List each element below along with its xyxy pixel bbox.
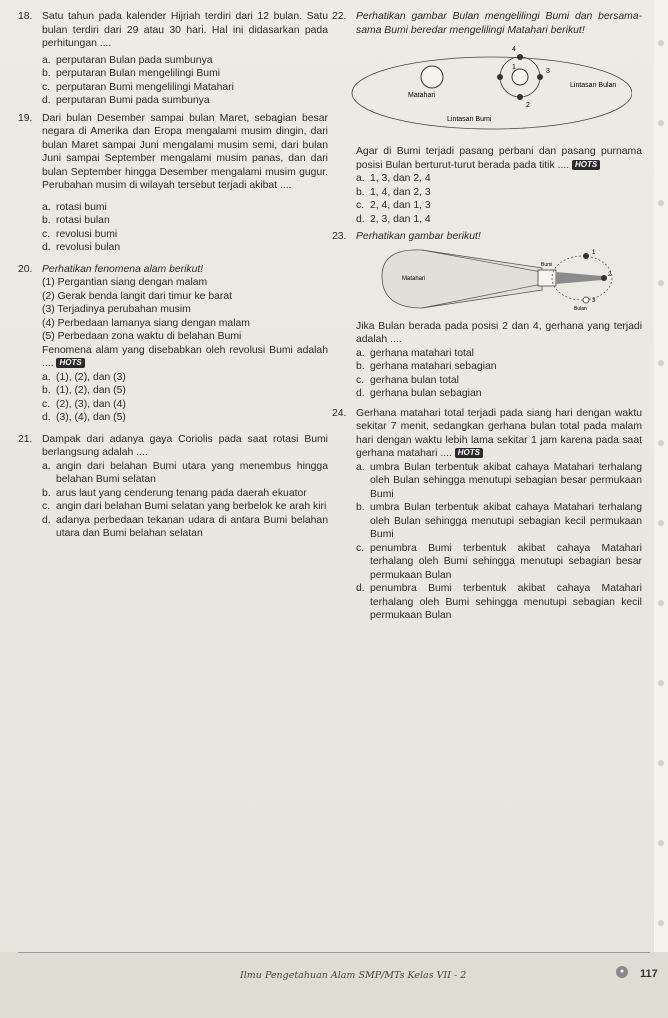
binding-hole: [658, 120, 664, 126]
option-c[interactable]: c. angin dari belahan Bumi selatan yang berbelok ke arah kiri: [42, 501, 327, 512]
eclipse-shadow-diagram: [342, 246, 632, 314]
question-18: [18, 10, 328, 108]
question-number: 19.: [18, 112, 33, 124]
moon-orbit-label: Lintasan Bulan: [570, 82, 617, 89]
position-label: 2: [526, 102, 530, 109]
page-number: 117: [640, 968, 658, 980]
binding-hole: [658, 680, 664, 686]
option-list: [42, 201, 328, 255]
option-a[interactable]: a. perputaran Bulan pada sumbunya: [42, 54, 213, 66]
position-label: 2: [608, 271, 612, 278]
moon-position-marker: [601, 275, 607, 281]
moon-position-marker: [517, 94, 523, 100]
question-text: Jika Bulan berada pada posisi 2 dan 4, gerhana yang terjadi adalah ....: [356, 320, 642, 345]
question-text: Satu tahun pada kalender Hijriah terdiri dari 12 bulan. Satu bulan terdiri dari 29 atau 30 hari. Hal ini didasarkan pada perhitungan ....: [42, 11, 328, 49]
option-b[interactable]: b. umbra Bulan terbentuk akibat cahaya Matahari terhalang oleh Bulan sehingga menutupi sebagian kecil permukaan Bumi: [356, 502, 642, 540]
page-footer: [0, 952, 668, 1018]
hots-badge: HOTS: [56, 358, 84, 368]
option-b[interactable]: b. perputaran Bulan mengelilingi Bumi: [42, 68, 221, 79]
option-b[interactable]: b. gerhana matahari sebagian: [356, 361, 497, 372]
question-20: [18, 263, 328, 425]
statement-item: (3) Terjadinya perubahan musim: [42, 304, 191, 315]
page-marker-icon: ●: [616, 966, 628, 978]
binding-hole: [658, 440, 664, 446]
footer-divider: [18, 952, 650, 953]
binding-hole: [658, 520, 664, 526]
question-24: [332, 407, 642, 623]
question-text: Dampak dari adanya gaya Coriolis pada saat rotasi Bumi berlangsung adalah ....: [42, 433, 328, 458]
right-column: [332, 0, 642, 623]
sun-circle: [421, 66, 443, 88]
question-22: [332, 10, 642, 226]
question-number: 22.: [332, 11, 347, 22]
question-intro: Perhatikan gambar Bulan mengelilingi Bumi dan bersama-sama Bumi beredar mengelilingi Matahari berikut!: [356, 11, 642, 36]
option-a[interactable]: a. 1, 3, dan 2, 4: [356, 173, 431, 184]
option-c[interactable]: c. penumbra Bumi terbentuk akibat cahaya Matahari terhalang oleh Bumi sehingga menutupi sebagian besar permukaan Bulan: [356, 542, 642, 581]
hots-badge: HOTS: [455, 448, 483, 458]
question-intro: Perhatikan gambar berikut!: [356, 231, 481, 242]
earth-circle: [512, 69, 528, 85]
question-text: Gerhana matahari total terjadi pada siang hari dengan waktu sekitar 7 menit, sedangkan gerhana bulan total pada malam hari dengan waktu lebih lama sekitar 1 jam karena pada saat gerhana matahari .... HOTS: [356, 407, 642, 459]
page-binding-edge: [654, 0, 668, 1018]
question-21: [18, 433, 328, 541]
statement-item: (2) Gerak benda langit dari timur ke barat: [42, 290, 233, 302]
option-d[interactable]: d. (3), (4), dan (5): [42, 412, 126, 423]
binding-hole: [658, 200, 664, 206]
position-label: 1: [592, 249, 596, 256]
moon-position-marker: [583, 253, 589, 259]
moon-position-marker: [583, 297, 589, 303]
moon-label: Bulan: [574, 305, 587, 312]
option-d[interactable]: d. perputaran Bumi pada sumbunya: [42, 95, 210, 106]
position-label: 3: [546, 68, 550, 75]
option-c[interactable]: c. perputaran Bumi mengelilingi Matahari: [42, 81, 234, 93]
question-number: 24.: [332, 407, 347, 419]
option-b[interactable]: b. rotasi bulan: [42, 215, 110, 226]
question-number: 23.: [332, 231, 347, 242]
earth-shadow: [556, 272, 602, 284]
option-a[interactable]: a. umbra Bulan terbentuk akibat cahaya Matahari terhalang oleh Bulan sehingga menutupi sebagian besar permukaan Bumi: [356, 461, 642, 500]
binding-hole: [658, 280, 664, 286]
earth-label: Bumi: [541, 261, 553, 268]
statement-item: (5) Perbedaan zona waktu di belahan Bumi: [42, 331, 242, 342]
option-a[interactable]: a. gerhana matahari total: [356, 347, 474, 359]
sun-label: Matahari: [402, 275, 426, 282]
question-text: Dari bulan Desember sampai bulan Maret, sebagian besar negara di Amerika dan Eropa mengalami musim dingin, dari bulan Maret sampai Juni mengalami musim semi, dari bulan Juni sampai September mengalami musim panas, dan dari bulan September hingga Desember mengalami musim gugur. Perubahan musim di wilayah tersebut terjadi akibat ....: [42, 112, 328, 191]
binding-hole: [658, 840, 664, 846]
moon-position-marker: [497, 74, 503, 80]
option-a[interactable]: a. (1), (2), dan (3): [42, 371, 126, 383]
question-text: Agar di Bumi terjadi pasang perbani dan pasang purnama posisi Bulan berturut-turut berada pada titik .... HOTS: [356, 146, 642, 171]
option-list: [42, 460, 328, 541]
option-b[interactable]: b. (1), (2), dan (5): [42, 385, 126, 396]
option-d[interactable]: d. adanya perbedaan tekanan udara di antara Bumi belahan utara dan Bumi belahan selatan: [42, 514, 328, 539]
moon-position-marker: [517, 54, 523, 60]
option-list: [42, 371, 328, 425]
option-d[interactable]: d. penumbra Bumi terbentuk akibat cahaya Matahari terhalang oleh Bumi sehingga menutupi sebagian kecil permukaan Bulan: [356, 583, 642, 621]
earth-orbit-ellipse: [352, 57, 632, 129]
option-b[interactable]: b. 1, 4, dan 2, 3: [356, 186, 431, 198]
option-a[interactable]: a. angin dari belahan Bumi utara yang menembus hingga belahan Bumi selatan: [42, 460, 328, 485]
option-list: [356, 461, 642, 623]
option-c[interactable]: c. (2), (3), dan (4): [42, 398, 126, 410]
option-c[interactable]: c. revolusi bumi: [42, 228, 118, 240]
option-d[interactable]: d. revolusi bulan: [42, 242, 121, 253]
question-number: 18.: [18, 11, 33, 22]
statement-item: (1) Pergantian siang dengan malam: [42, 277, 208, 288]
option-c[interactable]: c. gerhana bulan total: [356, 374, 459, 386]
left-column: [18, 0, 328, 541]
statement-item: (4) Perbedaan lamanya siang dengan malam: [42, 317, 250, 329]
question-intro: Perhatikan fenomena alam berikut!: [42, 263, 204, 275]
hots-badge: HOTS: [572, 160, 600, 170]
book-title: Ilmu Pengetahuan Alam SMP/MTs Kelas VII - 2: [240, 970, 467, 981]
question-number: 20.: [18, 263, 33, 275]
statement-list: [42, 276, 328, 344]
option-d[interactable]: d. gerhana bulan sebagian: [356, 388, 482, 399]
option-a[interactable]: a. rotasi bumi: [42, 201, 107, 213]
option-b[interactable]: b. arus laut yang cenderung tenang pada daerah ekuator: [42, 487, 307, 499]
binding-hole: [658, 920, 664, 926]
sun-earth-moon-orbit-diagram: [342, 41, 632, 139]
moon-position-marker: [537, 74, 543, 80]
position-label: 3: [592, 297, 596, 304]
position-label: 4: [512, 46, 516, 53]
option-d[interactable]: d. 2, 3, dan 1, 4: [356, 213, 431, 225]
option-c[interactable]: c. 2, 4, dan 1, 3: [356, 200, 431, 211]
binding-hole: [658, 600, 664, 606]
binding-hole: [658, 760, 664, 766]
question-number: 21.: [18, 433, 33, 445]
question-text: Fenomena alam yang disebabkan oleh revolusi Bumi adalah .... HOTS: [42, 344, 328, 369]
binding-hole: [658, 360, 664, 366]
binding-hole: [658, 40, 664, 46]
option-list: [42, 54, 328, 108]
option-list: [356, 347, 642, 401]
option-list: [356, 172, 642, 226]
question-19: [18, 112, 328, 255]
position-label: 1: [512, 64, 516, 71]
question-23: [332, 230, 642, 401]
earth-orbit-label: Lintasan Bumi: [447, 116, 492, 123]
sun-label: Matahari: [408, 92, 436, 99]
